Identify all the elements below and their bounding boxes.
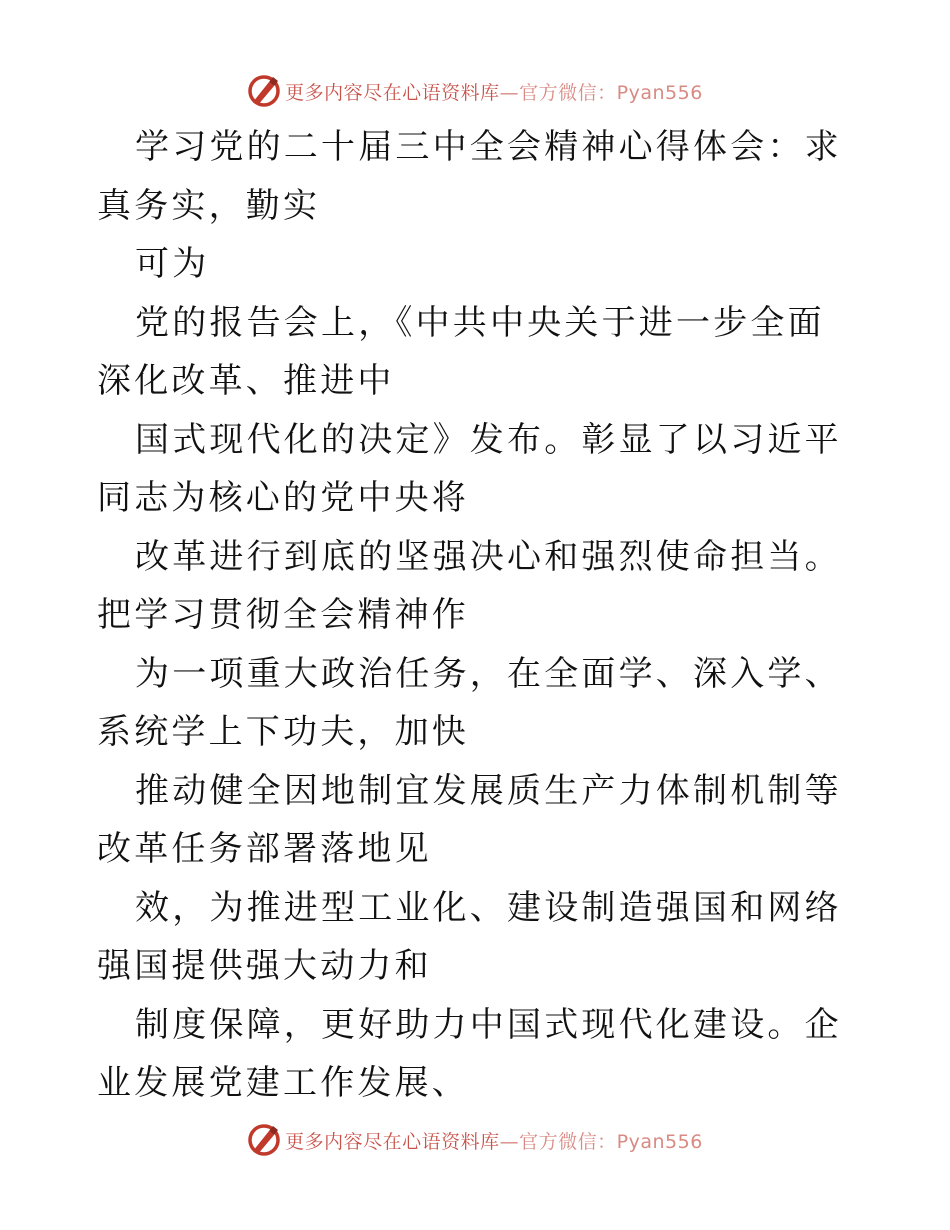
watermark-text-main: 更多内容尽在心语资料库	[285, 1130, 500, 1153]
paragraph: 可为	[135, 244, 210, 284]
watermark-text-main: 更多内容尽在心语资料库	[285, 81, 500, 104]
pen-circle-logo-icon	[247, 1123, 281, 1157]
paragraph: 党的报告会上，《中共中央关于进一步全面深化改革、推进中	[97, 302, 825, 401]
paragraph: 推动健全因地制宜发展质生产力体制机制等改革任务部署落地见	[97, 770, 842, 869]
watermark-text-rest: —官方微信：Pyan556	[499, 81, 703, 104]
paragraph: 学习党的二十届三中全会精神心得体会：求真务实，勤实	[97, 127, 842, 226]
paragraph: 国式现代化的决定》发布。彰显了以习近平同志为核心的党中央将	[97, 419, 842, 518]
paragraph: 制度保障，更好助力中国式现代化建设。企业发展党建工作发展、	[97, 1004, 842, 1103]
paragraph: 改革进行到底的坚强决心和强烈使命担当。把学习贯彻全会精神作	[97, 536, 842, 635]
footer-watermark	[0, 1120, 950, 1160]
pen-circle-logo-icon	[247, 74, 281, 108]
header-watermark	[0, 71, 950, 111]
watermark-text	[285, 78, 703, 105]
watermark-text	[285, 1127, 703, 1154]
watermark-text-rest: —官方微信：Pyan556	[499, 1130, 703, 1153]
paragraph: 效，为推进型工业化、建设制造强国和网络强国提供强大动力和	[97, 887, 842, 986]
paragraph: 为一项重大政治任务，在全面学、深入学、系统学上下功夫，加快	[97, 653, 842, 752]
document-body	[97, 118, 857, 1113]
